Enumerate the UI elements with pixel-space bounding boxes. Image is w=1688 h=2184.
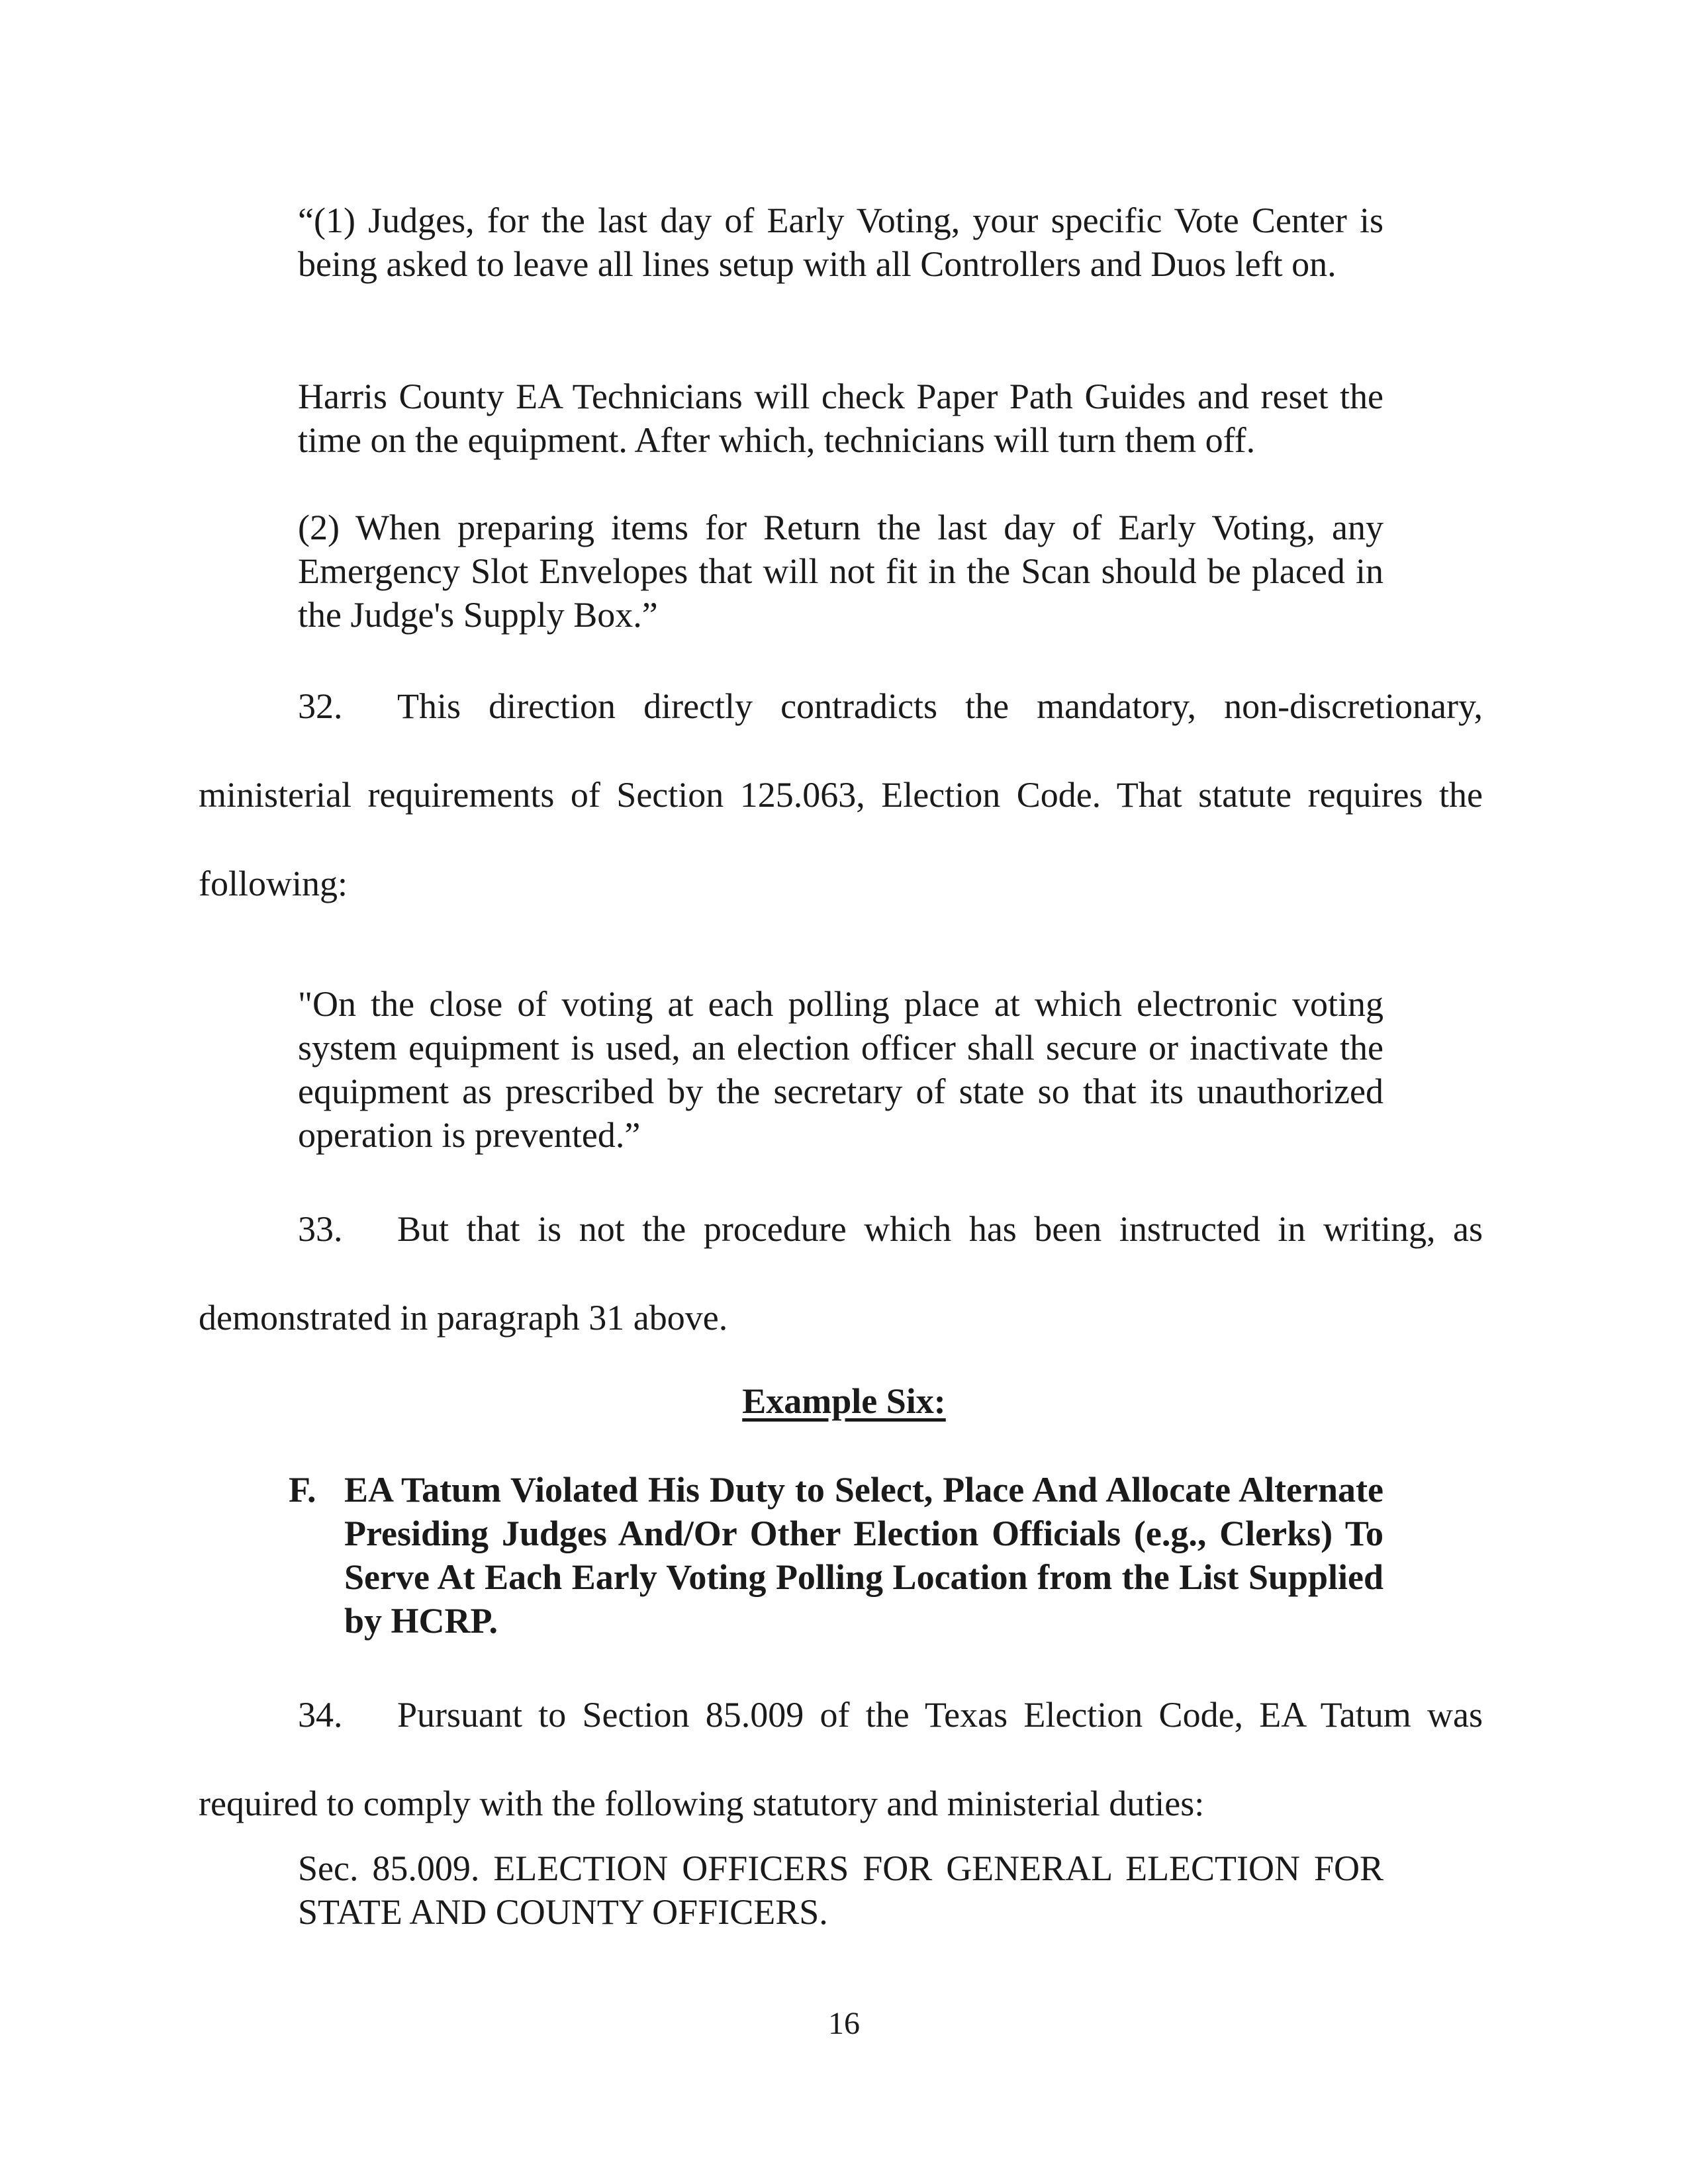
quote-paragraph-return-items: (2) When preparing items for Return the last day of Early Voting, any Emergency Slot Envelopes that will not fit in the Scan should be placed in the Judge's Supply Box.”	[298, 508, 1383, 635]
example-heading: Example Six:	[742, 1381, 946, 1421]
paragraph-number: 34.	[298, 1695, 343, 1735]
paragraph-text: This direction directly contradicts the mandatory, non-discretionary, ministerial requirements of Section 125.063, Election Code. That statute requires the following:	[199, 686, 1483, 903]
section-letter: F.	[289, 1470, 316, 1510]
statute-quote-125-063: "On the close of voting at each polling place at which electronic voting system equipment is used, an election officer shall secure or inactivate the equipment as prescribed by the secretary of state so that its unauthorized operation is prevented.”	[298, 984, 1383, 1155]
paragraph-33	[199, 1185, 1483, 1362]
quote-paragraph-technicians: Harris County EA Technicians will check Paper Path Guides and reset the time on the equipment. After which, technicians will turn them off.	[298, 377, 1383, 460]
paragraph-32	[199, 662, 1483, 928]
paragraph-34	[199, 1670, 1483, 1848]
paragraph-text: Pursuant to Section 85.009 of the Texas Election Code, EA Tatum was required to comply with the following statutory and ministerial duties:	[199, 1695, 1483, 1823]
statute-section-heading: Sec. 85.009. ELECTION OFFICERS FOR GENERAL ELECTION FOR STATE AND COUNTY OFFICERS.	[298, 1848, 1383, 1932]
paragraph-text: But that is not the procedure which has been instructed in writing, as demonstrated in paragraph 31 above.	[199, 1209, 1483, 1338]
paragraph-number: 32.	[298, 686, 343, 726]
section-title: EA Tatum Violated His Duty to Select, Place And Allocate Alternate Presiding Judges And/Or Other Election Officials (e.g., Clerks) To Serve At Each Early Voting Polling Location from the List Supplied by HCRP.	[344, 1470, 1383, 1641]
paragraph-number: 33.	[298, 1209, 343, 1249]
page-number: 16	[828, 2006, 860, 2041]
section-heading-f	[289, 1468, 1383, 1643]
quote-paragraph-judges-instructions: “(1) Judges, for the last day of Early Voting, your specific Vote Center is being asked to leave all lines setup with all Controllers and Duos left on.	[298, 201, 1383, 284]
